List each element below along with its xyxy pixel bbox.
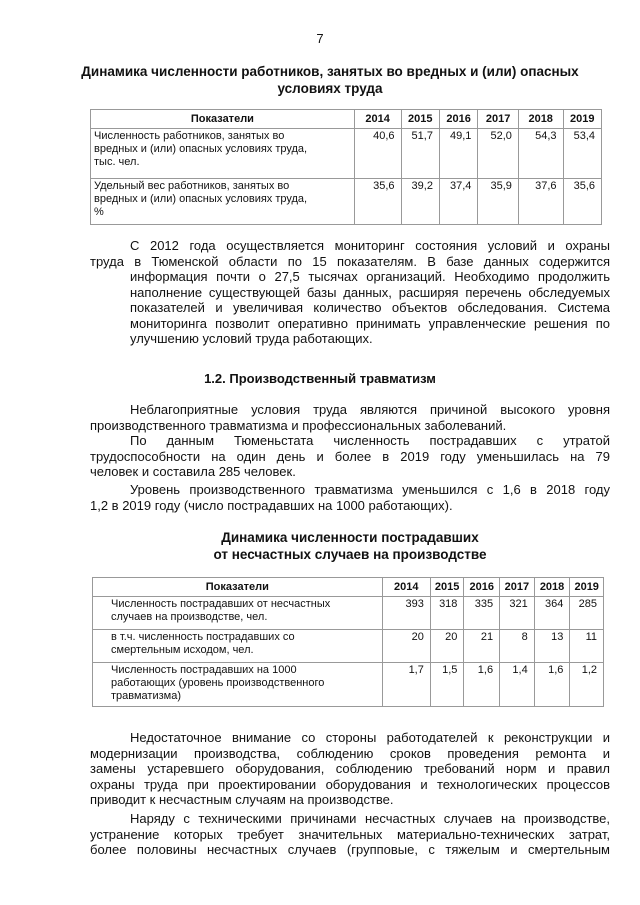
table2-title — [90, 529, 610, 563]
column-header: 2018 — [534, 578, 570, 597]
table-cell: 37,6 — [518, 179, 563, 225]
text-line: устранение которых требует значительных материально-технических затрат, — [90, 826, 610, 842]
text-line: По данным Тюменьстата численность пострадавших с утратой — [130, 433, 610, 448]
column-header: 2016 — [464, 578, 500, 597]
text-line: более половины несчастных случаев (групповые, с тяжелым и смертельным — [90, 842, 610, 857]
table-cell: 35,6 — [563, 179, 601, 225]
paragraph-tyumenstat — [90, 433, 610, 480]
table-cell: 51,7 — [401, 129, 439, 179]
table-cell: 54,3 — [518, 129, 563, 179]
table-cell: 1,2 — [570, 663, 604, 707]
table1-title — [40, 63, 620, 97]
row-label — [93, 597, 383, 630]
paragraph-technical-causes — [90, 811, 610, 858]
row-label — [93, 630, 383, 663]
table-row — [91, 129, 602, 179]
row-label-line: случаев на производстве, чел. — [111, 611, 268, 623]
column-header: 2018 — [518, 110, 563, 129]
table-cell: 393 — [382, 597, 430, 630]
column-header: 2017 — [500, 578, 535, 597]
table-cell: 49,1 — [439, 129, 477, 179]
text-line: С 2012 года осуществляется мониторинг состояния условий и охраны — [130, 238, 610, 253]
text-line: трудоспособности на один день и более в 2019 году уменьшилась на 79 — [90, 448, 610, 464]
table1-title-line2: условиях труда — [277, 81, 383, 96]
row-label-line: тыс. чел. — [94, 156, 140, 168]
row-label-line: Удельный вес работников, занятых во — [94, 180, 290, 192]
table-cell: 21 — [464, 630, 500, 663]
column-header: 2014 — [354, 110, 401, 129]
column-header: 2015 — [430, 578, 464, 597]
column-header: 2015 — [401, 110, 439, 129]
row-label-line: в т.ч. численность пострадавших со — [111, 631, 295, 643]
column-header: Показатели — [93, 578, 383, 597]
table-cell: 20 — [430, 630, 464, 663]
row-label-line: % — [94, 206, 104, 218]
page-number: 7 — [316, 31, 324, 46]
table-cell: 13 — [534, 630, 570, 663]
table2-title-line2: от несчастных случаев на производстве — [213, 547, 487, 562]
text-line: Уровень производственного травматизма уменьшился с 1,6 в 2018 году — [130, 482, 610, 497]
table-cell: 1,7 — [382, 663, 430, 707]
row-label-line: Численность пострадавших на 1000 — [111, 664, 297, 676]
table-cell: 20 — [382, 630, 430, 663]
paragraph-employer-attention — [90, 730, 610, 808]
text-line: информация почти о 27,5 тысячах организаций. Необходимо продолжить — [130, 269, 610, 284]
column-header: 2019 — [570, 578, 604, 597]
table-cell: 1,5 — [430, 663, 464, 707]
table-cell: 40,6 — [354, 129, 401, 179]
text-line: показателей и увеличивая количество объектов обследования. Система — [130, 300, 610, 315]
text-line: замены устаревшего оборудования, соблюдению требований норм и правил — [90, 761, 610, 776]
table-cell: 11 — [570, 630, 604, 663]
table-cell: 35,9 — [478, 179, 519, 225]
table-cell: 37,4 — [439, 179, 477, 225]
text-line: Неблагоприятные условия труда являются причиной высокого уровня — [130, 402, 610, 417]
text-line: Недостаточное внимание со стороны работодателей к реконструкции и — [130, 730, 610, 745]
table-row — [93, 663, 604, 707]
table2-title-line1: Динамика численности пострадавших — [221, 530, 479, 545]
text-line: труда в Тюменской области по 15 показателям. В базе данных содержится — [90, 253, 610, 269]
column-header: 2017 — [478, 110, 519, 129]
row-label — [93, 663, 383, 707]
text-line: мониторинга позволит оперативно принимать управленческие решения по — [130, 315, 610, 331]
table-cell: 335 — [464, 597, 500, 630]
row-label-line: травматизма) — [111, 690, 182, 702]
text-line: охраны труда при проектировании оборудования и технологических процессов — [90, 776, 610, 792]
text-line: приводит к несчастным случаям на производстве. — [90, 792, 394, 807]
text-line: человек и составила 285 человек. — [90, 464, 296, 479]
table-cell: 1,6 — [464, 663, 500, 707]
table-cell: 321 — [500, 597, 535, 630]
table1-title-line1: Динамика численности работников, занятых во вредных и (или) опасных — [81, 64, 579, 79]
table-cell: 35,6 — [354, 179, 401, 225]
table-cell: 285 — [570, 597, 604, 630]
table-cell: 1,4 — [500, 663, 535, 707]
table-header-row — [93, 578, 604, 597]
table-cell: 8 — [500, 630, 535, 663]
text-line: производственного травматизма и профессиональных заболеваний. — [90, 417, 507, 433]
paragraph-injury-level — [90, 482, 610, 513]
text-line: улучшению условий труда работающих. — [130, 331, 373, 346]
column-header: 2016 — [439, 110, 477, 129]
table-cell: 39,2 — [401, 179, 439, 225]
table-row — [93, 630, 604, 663]
row-label-line: вредных и (или) опасных условиях труда, — [94, 143, 308, 155]
text-line: модернизации производства, соблюдению сроков проведения ремонта и — [90, 745, 610, 761]
table-row — [91, 179, 602, 225]
table-workers-harmful-conditions — [90, 109, 602, 225]
column-header: Показатели — [91, 110, 355, 129]
table-injured-workers — [92, 577, 604, 707]
paragraph-conditions — [90, 402, 610, 433]
row-label-line: вредных и (или) опасных условиях труда, — [94, 193, 308, 205]
section-heading: 1.2. Производственный травматизм — [204, 371, 436, 386]
table-cell: 364 — [534, 597, 570, 630]
row-label — [91, 129, 355, 179]
row-label — [91, 179, 355, 225]
row-label-line: Численность работников, занятых во — [94, 130, 285, 142]
row-label-line: работающих (уровень производственного — [111, 677, 325, 689]
row-label-line: Численность пострадавших от несчастных — [111, 598, 331, 610]
table-cell: 318 — [430, 597, 464, 630]
row-label-line: смертельным исходом, чел. — [111, 644, 254, 656]
table-cell: 52,0 — [478, 129, 519, 179]
table-cell: 1,6 — [534, 663, 570, 707]
text-line: Наряду с техническими причинами несчастных случаев на производстве, — [130, 811, 610, 826]
text-line: 1,2 в 2019 году (число пострадавших на 1000 работающих). — [90, 497, 453, 513]
table-header-row — [91, 110, 602, 129]
text-line: наполнение существующей базы данных, расширяя перечень обследуемых — [130, 284, 610, 300]
column-header: 2014 — [382, 578, 430, 597]
table-cell: 53,4 — [563, 129, 601, 179]
table-row — [93, 597, 604, 630]
column-header: 2019 — [563, 110, 601, 129]
paragraph-monitoring — [90, 238, 610, 347]
